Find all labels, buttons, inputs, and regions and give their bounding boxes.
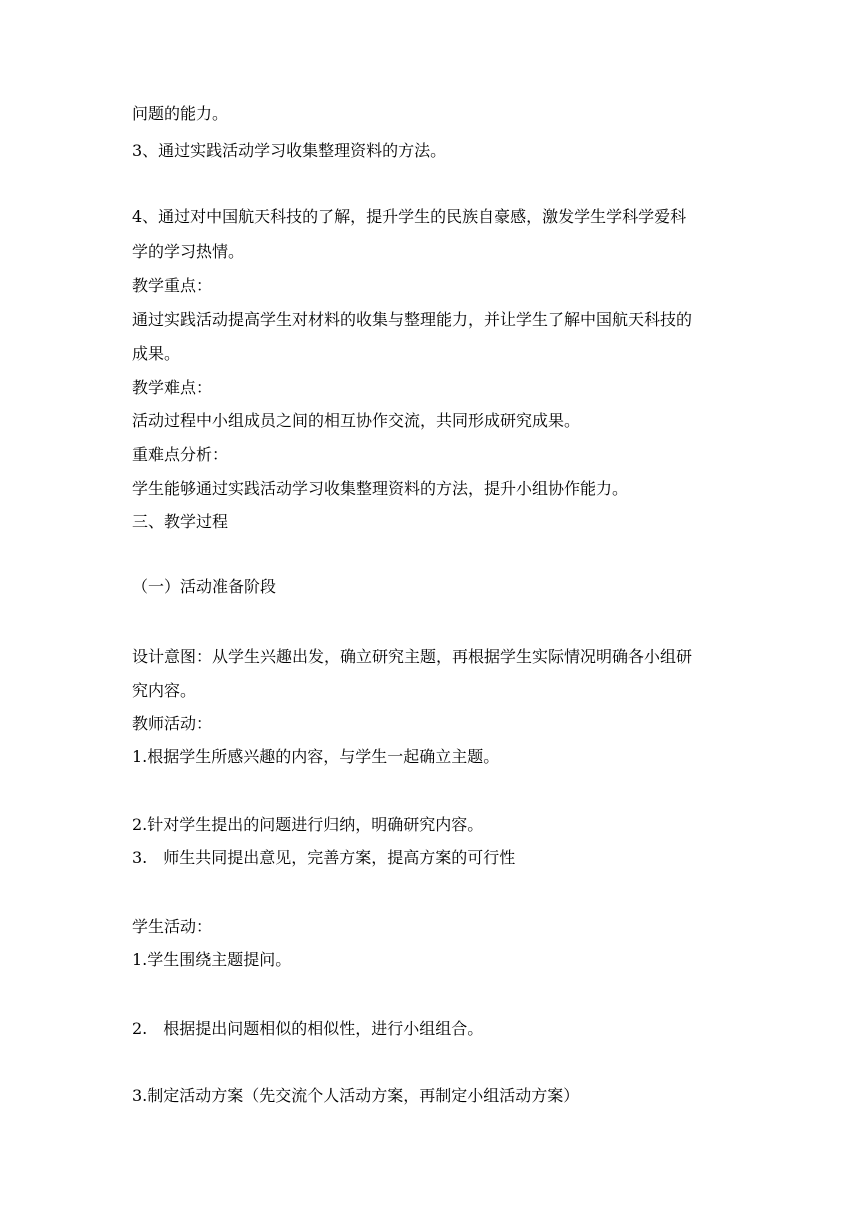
section-heading: 教学难点： — [132, 378, 213, 397]
list-item: 2. 根据提出问题相似的相似性，进行小组组合。 — [132, 1019, 484, 1038]
text-line: 活动过程中小组成员之间的相互协作交流，共同形成研究成果。 — [132, 411, 581, 430]
section-heading: 重难点分析： — [132, 445, 229, 464]
list-item: 3. 师生共同提出意见，完善方案，提高方案的可行性 — [132, 848, 516, 867]
text-line: 成果。 — [132, 344, 181, 363]
list-item: 3.制定活动方案（先交流个人活动方案，再制定小组活动方案） — [132, 1086, 580, 1105]
section-heading: 三、教学过程 — [132, 512, 229, 531]
list-item: 1.根据学生所感兴趣的内容，与学生一起确立主题。 — [132, 747, 500, 766]
text-line: 通过实践活动提高学生对材料的收集与整理能力，并让学生了解中国航天科技的 — [132, 310, 693, 329]
list-item: 2.针对学生提出的问题进行归纳，明确研究内容。 — [132, 815, 484, 834]
section-heading: 学生活动： — [132, 917, 213, 936]
list-item: 1.学生围绕主题提问。 — [132, 950, 292, 969]
text-line: 3、通过实践活动学习收集整理资料的方法。 — [132, 141, 447, 160]
text-line: 究内容。 — [132, 681, 197, 700]
text-line: 设计意图：从学生兴趣出发，确立研究主题，再根据学生实际情况明确各小组研 — [132, 647, 693, 666]
text-line: 学的学习热情。 — [132, 242, 245, 261]
text-line: 学生能够通过实践活动学习收集整理资料的方法，提升小组协作能力。 — [132, 479, 629, 498]
text-line: 问题的能力。 — [132, 104, 229, 123]
subsection-heading: （一）活动准备阶段 — [132, 577, 277, 596]
section-heading: 教学重点： — [132, 276, 213, 295]
text-line: 4、通过对中国航天科技的了解，提升学生的民族自豪感，激发学生学科学爱科 — [132, 207, 687, 226]
section-heading: 教师活动： — [132, 714, 213, 733]
